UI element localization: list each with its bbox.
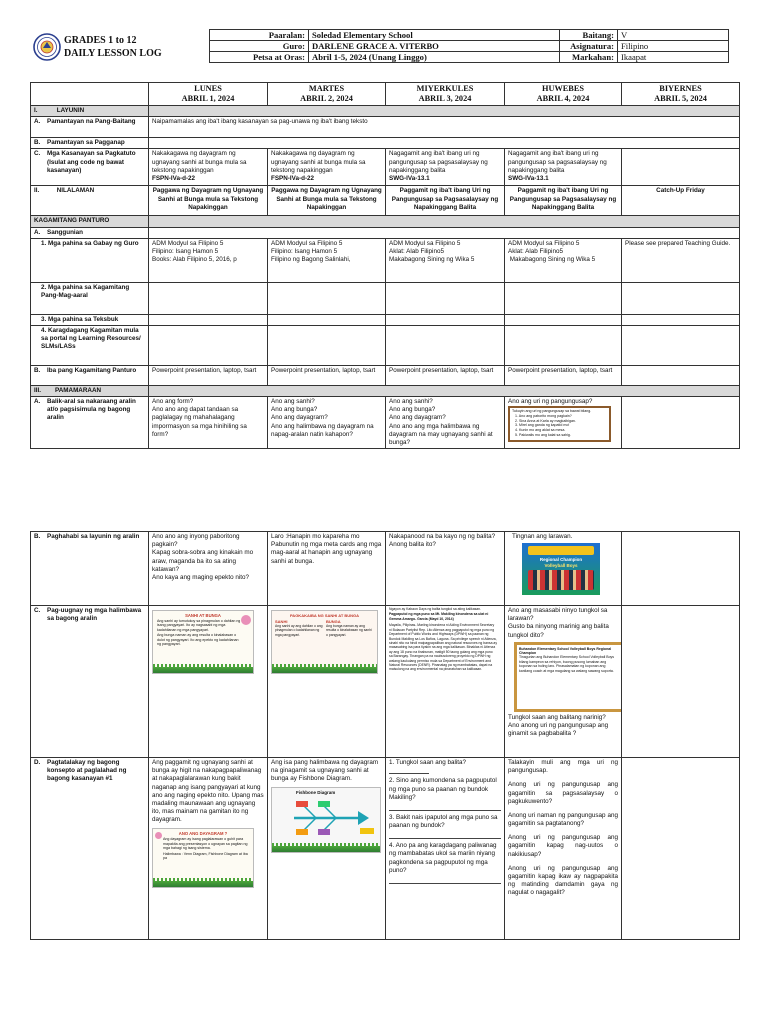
school-label: Paaralan: bbox=[210, 30, 309, 41]
pagtalakay-wed: 1. Tungkol saan ang balita? 2. Sino ang kumondena sa pagpuputol ng mga puno sa paanan ng bundok Makiling? 3. Bakit nais ipaputol ang mga puno sa paanan ng bundok? 4. Ano pa ang karagdagang paliwanag ng mambabatas ukol sa mariin niyang pagkondena sa pagpuputol ng mga puno? bbox=[386, 758, 505, 940]
teacher-label: Guro: bbox=[210, 41, 309, 52]
pagtalakay-thu: Talakayin muli ang mga uri ng pangungusap. Anong uri ng pangungusap ang gagamitin sa pagsasalaysay o pagkukuwento? Anong uri naman ng pangungusap ang gagamitin sa pagtatanong? Anong uri ng pangungusap ang gagamitin kapag nag-uutos o nakikiusap? Anong uri ng pangungusap ang gagamitin kapag ikaw ay nagpapakita ng matinding damdamin gaya ng nagulat o nagagalit? bbox=[505, 758, 622, 940]
volleyball-news-card: Buhandon Elementary School Volleyball Boys Regional Champion Tinagurian ang Buhandon Elementary School Volleyball Boys bilang kampeon sa rehiyon, buong pusong lumaban ang koponan sa huling laro. Pinasalamatan ng koponan ang kanilang coach at mga magulang sa walang sawang suporta. bbox=[514, 642, 622, 712]
paghahabi-mon: Ano ano ang inyong paboritong pagkain? Kapag sobra-sobra ang kinakain mo araw, maganda ba ito sa ating katawan? Ano kaya ang maging epekto nito? bbox=[149, 532, 268, 606]
gabay-mon: ADM Modyul sa Filipino 5 Filipino: Isang Hamon 5 Books: Alab Filipino 5, 2016, p bbox=[149, 238, 268, 282]
kagamitan-heading: KAGAMITANG PANTURO bbox=[31, 216, 149, 227]
news-article-card: Ngayon ay Kabaon Days ng balita tungkol sa ating kalikasan. Pagpaputol ng mga puno sa Mt. Makiling kinondena sa ulat ni Gemma Amargo- Garcia (Mayd 10, 2014) Mayaila, Pilipinas- Mariing kinondena ni Aiding Environment Secretary ni Bulacan Partylist Rep. Lito Atienza ang pagpaputol ng mga puno ng Department of Public Works and Highways (DPWH) sa paanan ng Bundok Makiling sa Los Baños, Laguna. Sa privilege speech ni Atienza, sinabi nito na hindi maipagpapaliban ang natural resources ng bansa ay masasabing isa para tiyakin na ang mga kalikasan. Binaklas ni Atienza ay ang 18 puno na tinabunan, matigit 50 taong gulang ang mga puno sa Barangay. Tinangan pa na naubusdoreng proyekto ng DPWH ng walang kaukulang permiso mula sa Department of Environment and Natural Resources (DENR). Pinanatag pa ng mambabatas, dapat na maisulong na ang environmental na pinaratuhan sa kalikasan. bbox=[389, 607, 497, 753]
date-label: Petsa at Oras: bbox=[210, 52, 309, 63]
nilalaman-wed: Paggamit ng iba't ibang Uri ng Pangungusap sa Pagsasalaysay ng Napakinggang Balita bbox=[386, 186, 505, 216]
pamantayan-baitang-value: Naipamamalas ang iba't ibang kasanayan sa pag-unawa ng iba't ibang teksto bbox=[149, 117, 740, 138]
grades-label: GRADES 1 to 12 bbox=[64, 35, 137, 46]
paguugnay-thu: Ano ang masasabi ninyo tungkol sa larawan? Gusto ba ninyong marinig ang balita tungkol dito? Buhandon Elementary School Volleyball Boys Regional Champion Tinagurian ang Buhandon Elementary School Volleyball Boys bilang kampeon sa rehiyon, buong pusong lumaban ang koponan sa huling laro. Pinasalamatan ng koponan ang kanilang coach at mga magulang sa walang sawang suporta. Tungkol saan ang balitang narinig? Ano anong uri ng pangungusap ang ginamit sa pagbabalita ? bbox=[505, 606, 622, 758]
day-header-fri: BIYERNES ABRIL 5, 2024 bbox=[622, 83, 740, 106]
nilalaman-label: II. NILALAMAN bbox=[31, 186, 149, 216]
pagkakaiba-card: PAGKAKAIBA NG SANHI AT BUNGA SANHI Ang sanhi ay ang dahilan o ang pinagmulan o kadahilanan ng mga pangyayari. BUNGA Ang bunga naman ay ang resulta o kinalabasan ng sanhi o pangyayari. bbox=[271, 610, 378, 674]
pamantayan-pagganap-label: B. Pamantayan sa Pagganap bbox=[31, 138, 149, 149]
lesson-table-page1 bbox=[30, 82, 740, 449]
kasanayan-wed: Nagagamit ang iba't ibang uri ng pangungusap sa pagsasalaysay ng napakinggang balita SWG-IVa-13.1 bbox=[386, 149, 505, 186]
kasanayan-mon: Nakakagawa ng dayagram ng ugnayang sanhi at bunga mula sa tekstong napakinggan FSPN-IVa-d-22 bbox=[149, 149, 268, 186]
gabay-thu: ADM Modyul sa Filipino 5 Aklat: Alab Filipino5 Makabagong Sining ng Wika 5 bbox=[505, 238, 622, 282]
karagdagan-label: 4. Karagdagang Kagamitan mula sa portal ng Learning Resources/ SLMs/LASs bbox=[31, 325, 149, 365]
teacher-value: DARLENE GRACE A. VITERBO bbox=[309, 41, 560, 52]
quarter-value: Ikaapat bbox=[618, 52, 729, 63]
header-table bbox=[209, 29, 729, 63]
sanhi-at-bunga-card: SANHI AT BUNGA Ang sanhi ay tumutukoy sa pinagmulan o dahilan ng isang pangyayari. Ito ay nagsasabi ng mga kadahilanan ng mga pangyayari. Ang bunga naman ay ang resulta o kinalabasan o dulot ng pangyayari. Ito ang epekto ng kadahilanan ng pangyayari. bbox=[152, 610, 254, 674]
iba-wed: Powerpoint presentation, laptop, tsart bbox=[386, 365, 505, 385]
fishbone-svg bbox=[272, 798, 380, 838]
pagtalakay-label: D. Pagtatalakay ng bagong konsepto at paglalahad ng bagong kasanayan #1 bbox=[31, 758, 149, 940]
day-header-thu: HUWEBES ABRIL 4, 2024 bbox=[505, 83, 622, 106]
pagtalakay-mon: Ang paggamit ng ugnayang sanhi at bunga ay higit na nakapagpapaliwanag at nakapaglalarawan kung bakit naganap ang isang pangyayari at kung ano ang naging epekto nito. Upang mas madaling maunawaan ang ugnayang ito, mas mainam na gamitan ito ng dayagram. ANO ANG DAYAGRAM ? Ang dayagram ay isang paglalarawan o guhit para mapakita ang presentasyon o ugnayan sa pagitan ng mga bahagi ng isang sistema. Halimbawa : Venn Diagram, Fishbone Diagram at iba pa bbox=[149, 758, 268, 940]
pamamaraan-heading: III. PAMAMARAAN bbox=[31, 385, 149, 396]
nilalaman-thu: Paggamit ng iba't ibang Uri ng Pangungusap sa Pagsasalaysay ng Napakinggang Balita bbox=[505, 186, 622, 216]
nilalaman-tue: Paggawa ng Dayagram ng Ugnayang Sanhi at Bunga mula sa Tekstong Napakinggan bbox=[268, 186, 386, 216]
paghahabi-tue: Laro :Hanapin mo kapareha mo Pabunutin ng mga meta cards ang mga mag-aaral at hanapin ang ugnayang sanhi at bunga. bbox=[268, 532, 386, 606]
nilalaman-fri: Catch-Up Friday bbox=[622, 186, 740, 216]
uri-pangungusap-card: Tukuyin ang uri ng pangungusap sa bawat bilang. 1. Ano ang paborito mong pagkain? 2. Sina Anna at Karla ay magkaibigan. 3. Mirel ang ganda ng kapatid mo! 4. Kunin mo ang aklat sa mesa. 5. Pakiwalis mo ang kalat sa sahig. bbox=[508, 406, 611, 442]
sanggunian-label: A. Sanggunian bbox=[31, 227, 149, 238]
paghahabi-thu: Tingnan ang larawan. Regional Champion Volleyball Boys bbox=[505, 532, 622, 606]
balik-mon: Ano ang form? Ano ano ang dapat tandaan sa paglalagay ng mahahalagang impormasyon sa mga hinihiling sa form? bbox=[149, 397, 268, 449]
balik-tue: Ano ang sanhi? Ano ang bunga? Ano ang dayagram? Ano ang halimbawa ng dayagram na napag-aralan natin kahapon? bbox=[268, 397, 386, 449]
paguugnay-label: C. Pag-uugnay ng mga halimbawa sa bagong aralin bbox=[31, 606, 149, 758]
teksbuk-label: 3. Mga pahina sa Teksbuk bbox=[31, 314, 149, 325]
grade-value: V bbox=[618, 30, 729, 41]
iba-mon: Powerpoint presentation, laptop, tsart bbox=[149, 365, 268, 385]
corner-cell bbox=[31, 83, 149, 106]
pagtalakay-tue: Ang isa pang halimbawa ng dayagram na ginagamit sa ugnayang sanhi at bunga ay Fishbone Diagram. Fishbone Diagram bbox=[268, 758, 386, 940]
iba-tue: Powerpoint presentation, laptop, tsart bbox=[268, 365, 386, 385]
pamantayan-baitang-label: A. Pamantayan na Pang-Baitang bbox=[31, 117, 149, 138]
day-header-tue: MARTES ABRIL 2, 2024 bbox=[268, 83, 386, 106]
volleyball-poster: Regional Champion Volleyball Boys bbox=[522, 543, 600, 595]
paguugnay-tue bbox=[268, 606, 386, 758]
gabay-fri: Please see prepared Teaching Guide. bbox=[622, 238, 740, 282]
layunin-heading: I. LAYUNIN bbox=[31, 106, 149, 117]
iba-label: B. Iba pang Kagamitang Panturo bbox=[31, 365, 149, 385]
paghahabi-wed: Nakapanood na ba kayo ng ng balita? Anong balita ito? bbox=[386, 532, 505, 606]
log-title: DAILY LESSON LOG bbox=[64, 48, 162, 59]
iba-thu: Powerpoint presentation, laptop, tsart bbox=[505, 365, 622, 385]
day-header-mon: LUNES ABRIL 1, 2024 bbox=[149, 83, 268, 106]
kagamitan-mag-aaral-label: 2. Mga pahina sa Kagamitang Pang-Mag-aaral bbox=[31, 282, 149, 314]
kasanayan-tue: Nakakagawa ng dayagram ng ugnayang sanhi at bunga mula sa tekstong napakinggan FSPN-IVa-d-22 bbox=[268, 149, 386, 186]
subject-value: Filipino bbox=[618, 41, 729, 52]
subject-label: Asignatura: bbox=[560, 41, 618, 52]
paguugnay-wed bbox=[386, 606, 505, 758]
balik-thu: Ano ang uri ng pangungusap? Tukuyin ang uri ng pangungusap sa bawat bilang. 1. Ano ang paborito mong pagkain? 2. Sina Anna at Karla ay magkaibigan. 3. Mirel ang ganda ng kapatid mo! 4. Kunin mo ang aklat sa mesa. 5. Pakiwalis mo ang kalat sa sahig. bbox=[505, 397, 622, 449]
deped-seal bbox=[33, 33, 61, 61]
paghahabi-label: B. Paghahabi sa layunin ng aralin bbox=[31, 532, 149, 606]
paguugnay-mon bbox=[149, 606, 268, 758]
school-value: Soledad Elementary School bbox=[309, 30, 560, 41]
day-header-wed: MIYERKULES ABRIL 3, 2024 bbox=[386, 83, 505, 106]
fishbone-diagram-card: Fishbone Diagram bbox=[271, 787, 381, 853]
nilalaman-mon: Paggawa ng Dayagram ng Ugnayang Sanhi at Bunga mula sa Tekstong Napakinggan bbox=[149, 186, 268, 216]
lesson-table-page2 bbox=[30, 531, 740, 940]
quarter-label: Markahan: bbox=[560, 52, 618, 63]
dayagram-card: ANO ANG DAYAGRAM ? Ang dayagram ay isang paglalarawan o guhit para mapakita ang presentasyon o ugnayan sa pagitan ng mga bahagi ng isang sistema. Halimbawa : Venn Diagram, Fishbone Diagram at iba pa bbox=[152, 828, 254, 888]
balik-aral-label: A. Balik-aral sa nakaraang aralin at/o pagsisimula ng bagong aralin bbox=[31, 397, 149, 449]
kasanayan-thu: Nagagamit ang iba't ibang uri ng pangungusap sa pagsasalaysay ng napakinggang balita SWG-IVa-13.1 bbox=[505, 149, 622, 186]
gabay-tue: ADM Modyul sa Filipino 5 Filipino: Isang Hamon 5 Filipino ng Bagong Salinlahi, bbox=[268, 238, 386, 282]
gabay-guro-label: 1. Mga pahina sa Gabay ng Guro bbox=[31, 238, 149, 282]
grade-label: Baitang: bbox=[560, 30, 618, 41]
balik-wed: Ano ang sanhi? Ano ang bunga? Ano ang dayagram? Ano ano ang mga halimbawa ng dayagram na may ugnayang sanhi at bunga? bbox=[386, 397, 505, 449]
kasanayan-label: C. Mga Kasanayan sa Pagkatuto (Isulat ang code ng bawat kasanayan) bbox=[31, 149, 149, 186]
date-value: Abril 1-5, 2024 (Unang Linggo) bbox=[309, 52, 560, 63]
gabay-wed: ADM Modyul sa Filipino 5 Aklat: Alab Filipino5 Makabagong Sining ng Wika 5 bbox=[386, 238, 505, 282]
